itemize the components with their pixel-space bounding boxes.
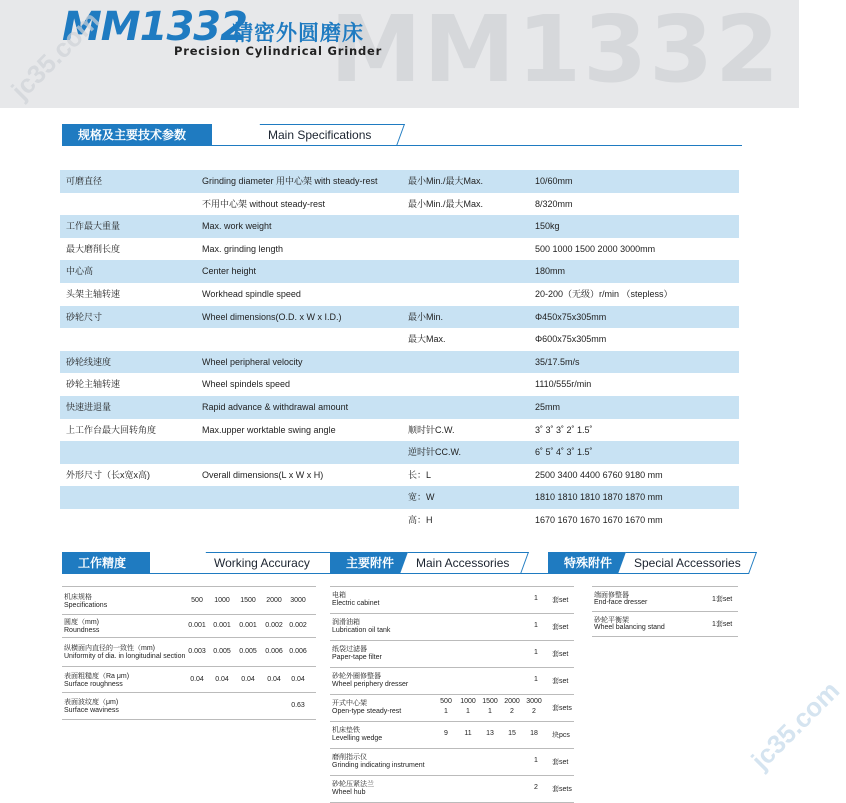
accessory-name-en: Wheel hub (332, 789, 366, 796)
spec-row (60, 419, 739, 442)
accuracy-item-en: Uniformity of dia. in longitudinal section (64, 653, 186, 660)
spec-condition: 高：H (408, 514, 433, 525)
spec-name-zh: 砂轮尺寸 (66, 311, 103, 322)
spec-name-en: Max. work weight (202, 221, 272, 232)
accessory-name-zh: 开式中心架 (332, 700, 367, 707)
special-acc-title-zh: 特殊附件 (548, 552, 632, 574)
accuracy-value: 0.005 (213, 648, 231, 655)
spec-value: 6˚ 5˚ 4˚ 3˚ 1.5˚ (535, 447, 593, 458)
special-qty: 1套set (712, 596, 733, 603)
spec-row (60, 306, 739, 329)
spec-name-en: Overall dimensions(L x W x H) (202, 469, 324, 480)
spec-name-en: Workhead spindle speed (202, 288, 301, 299)
spec-value: Φ450x75x305mm (535, 311, 607, 322)
spec-value: 180mm (535, 266, 566, 277)
accuracy-value: 500 (191, 596, 203, 604)
background-model-number: MM1332 (330, 0, 782, 103)
title-english: Precision Cylindrical Grinder (174, 44, 383, 58)
accuracy-item-zh: 表面粗糙度（Ra μm) (64, 672, 130, 680)
spec-condition: 宽：W (408, 492, 435, 503)
accessory-unit: 块pcs (552, 732, 570, 739)
section-rule (62, 145, 742, 146)
title-chinese: 精密外圆磨床 (232, 21, 364, 45)
accessory-qty: 9 (444, 730, 448, 737)
accessory-row (330, 695, 574, 722)
accessory-name-en: Grinding indicating instrument (332, 762, 425, 769)
spec-name-en: Rapid advance & withdrawal amount (202, 401, 349, 412)
spec-title-zh: 规格及主要技术参数 (62, 124, 212, 146)
spec-value: 10/60mm (535, 176, 573, 186)
accessory-qty: 1 (534, 757, 538, 764)
spec-row (60, 193, 739, 216)
accessory-qty: 1 (534, 595, 538, 602)
accuracy-row (62, 615, 316, 638)
accessory-qty: 1 (534, 649, 538, 656)
accuracy-value: 0.001 (239, 622, 257, 629)
accuracy-item-zh: 圆度（mm) (64, 619, 99, 626)
spec-name-en: Max. grinding length (202, 243, 284, 254)
spec-row (60, 509, 739, 532)
accuracy-value: 0.04 (267, 675, 281, 683)
accessory-qty: 11 (464, 730, 472, 737)
accuracy-value: 0.006 (289, 648, 307, 655)
accessory-spec: 1000 (460, 698, 476, 705)
spec-row (60, 351, 739, 374)
accessory-row (330, 586, 574, 614)
accessory-name-en: Levelling wedge (332, 735, 383, 742)
spec-title-en: Main Specifications (268, 128, 372, 142)
accessory-row (330, 776, 574, 803)
spec-name-en: Grinding diameter 用中心架 with steady-rest (202, 176, 378, 186)
main-acc-title-en-box (400, 552, 529, 574)
accessory-qty: 18 (530, 730, 538, 737)
spec-name-zh: 砂轮线速度 (66, 356, 112, 367)
spec-value: 500 1000 1500 2000 3000mm (535, 243, 656, 254)
accessory-unit: 套set (552, 759, 569, 766)
accuracy-value: 0.63 (291, 702, 305, 709)
accuracy-value: 1000 (214, 596, 230, 604)
spec-name-en: Wheel peripheral velocity (202, 356, 303, 367)
spec-condition: 最小Min./最大Max. (408, 198, 484, 209)
spec-row (60, 238, 739, 261)
header-banner (0, 0, 799, 108)
accuracy-row (62, 586, 316, 615)
spec-condition: 最大Max. (408, 334, 446, 345)
special-qty: 1套set (712, 621, 733, 628)
spec-name-zh: 外形尺寸（长x宽x高) (66, 469, 150, 480)
special-name-en: End-face dresser (594, 599, 648, 606)
main-acc-table (330, 586, 574, 803)
model-number: MM1332 (62, 4, 247, 50)
special-name-zh: 砂轮平衡架 (594, 617, 629, 624)
section-rule (62, 573, 317, 574)
accessory-unit: 套set (552, 597, 569, 604)
accuracy-item-zh: 机床规格 (64, 593, 92, 601)
spec-row (60, 396, 739, 419)
accessory-row (330, 614, 574, 641)
accuracy-item-en: Specifications (64, 601, 108, 609)
accessory-name-zh: 砂轮外圈修整器 (332, 673, 381, 680)
spec-name-zh: 砂轮主轴转速 (66, 379, 121, 390)
spec-value: 2500 3400 4400 6760 9180 mm (535, 469, 663, 480)
special-accessory-row (592, 586, 738, 612)
section-rule (330, 573, 570, 574)
accessory-qty: 2 (510, 708, 514, 715)
accuracy-row (62, 667, 316, 693)
accessory-name-zh: 磨削指示仪 (332, 754, 367, 761)
accessory-qty: 15 (508, 730, 516, 737)
special-acc-table (592, 586, 738, 637)
accessory-unit: 套set (552, 651, 569, 658)
accuracy-value: 0.04 (291, 675, 305, 683)
accuracy-value: 0.04 (215, 675, 229, 683)
spec-row (60, 464, 739, 487)
accuracy-row (62, 638, 316, 667)
watermark: jc35.com (745, 675, 846, 776)
spec-value: 8/320mm (535, 198, 573, 209)
accessory-name-en: Electric cabinet (332, 600, 380, 607)
accessory-qty: 1 (534, 622, 538, 629)
spec-condition: 顺时针C.W. (408, 424, 455, 435)
accessory-name-zh: 润滑油箱 (332, 619, 360, 626)
accessory-qty: 1 (488, 708, 492, 715)
spec-row (60, 373, 739, 396)
accuracy-table (62, 586, 316, 720)
spec-value: 1810 1810 1810 1870 1870 mm (535, 492, 663, 503)
accessory-unit: 套sets (552, 705, 572, 712)
main-acc-title-en: Main Accessories (416, 556, 510, 570)
accuracy-title-en-box (198, 552, 341, 574)
accuracy-value: 0.04 (241, 675, 255, 683)
spec-condition: 最小Min. (408, 311, 444, 322)
accuracy-item-zh: 纵横面内直径的一致性（mm) (64, 645, 155, 652)
spec-value: 1110/555r/min (535, 379, 592, 390)
spec-row (60, 486, 739, 509)
spec-name-en: 不用中心架 without steady-rest (202, 198, 326, 209)
spec-row (60, 328, 739, 351)
special-acc-title-en: Special Accessories (634, 556, 741, 570)
spec-value: 20-200（无级）r/min （stepless） (535, 288, 673, 299)
accessory-qty: 2 (532, 708, 536, 715)
accessory-spec: 1500 (482, 698, 498, 705)
accessory-qty: 1 (534, 676, 538, 683)
spec-name-zh: 快速进退量 (66, 401, 112, 412)
accuracy-value: 0.04 (190, 675, 204, 683)
accessory-name-zh: 电箱 (332, 592, 346, 599)
spec-condition: 逆时针CC.W. (408, 447, 461, 458)
accuracy-value: 1500 (240, 596, 256, 604)
main-acc-title-zh: 主要附件 (330, 552, 414, 574)
accessory-unit: 套set (552, 624, 569, 631)
accessory-name-zh: 机床垫铁 (332, 727, 360, 734)
spec-name-zh: 中心高 (66, 266, 94, 277)
accuracy-value: 0.002 (265, 622, 283, 629)
accuracy-value: 0.006 (265, 648, 283, 655)
accuracy-value: 2000 (266, 596, 282, 604)
accuracy-title-en: Working Accuracy (214, 556, 310, 570)
spec-value: Φ600x75x305mm (535, 334, 607, 345)
special-name-zh: 端面修整器 (594, 592, 629, 599)
spec-name-en: Center height (202, 266, 257, 277)
accuracy-item-en: Surface waviness (64, 707, 119, 714)
spec-condition: 长：L (408, 469, 432, 480)
spec-row (60, 260, 739, 283)
accuracy-value: 0.002 (289, 622, 307, 629)
accessory-name-zh: 纸袋过滤器 (332, 646, 367, 653)
special-accessory-row (592, 612, 738, 637)
accuracy-title-zh: 工作精度 (62, 552, 150, 574)
spec-value: 25mm (535, 401, 561, 412)
spec-name-zh: 可磨直径 (66, 176, 103, 186)
spec-name-zh: 头架主轴转速 (66, 288, 121, 299)
spec-condition: 最小Min./最大Max. (408, 176, 484, 186)
accessory-name-en: Open-type steady-rest (332, 708, 402, 715)
section-rule (548, 573, 738, 574)
accessory-name-en: Lubrication oil tank (332, 627, 391, 634)
special-acc-title-en-box (618, 552, 757, 574)
accessory-spec: 3000 (526, 698, 542, 705)
spec-value: 150kg (535, 221, 560, 232)
spec-row (60, 441, 739, 464)
accessory-qty: 13 (486, 730, 494, 737)
spec-title-en-box (252, 124, 405, 146)
spec-value: 35/17.5m/s (535, 356, 580, 367)
spec-row (60, 283, 739, 306)
spec-name-zh: 工作最大重量 (66, 221, 121, 232)
spec-name-en: Wheel dimensions(O.D. x W x I.D.) (202, 311, 342, 322)
accessory-qty: 1 (444, 708, 448, 715)
accuracy-value: 0.005 (239, 648, 257, 655)
accuracy-item-zh: 表面波纹度（μm) (64, 699, 119, 706)
spec-name-en: Max.upper worktable swing angle (202, 424, 336, 435)
spec-name-en: Wheel spindels speed (202, 379, 291, 390)
accuracy-value: 0.001 (188, 622, 206, 629)
accuracy-row (62, 693, 316, 720)
accuracy-value: 0.003 (188, 648, 206, 655)
accessory-unit: 套set (552, 678, 569, 685)
accessory-unit: 套sets (552, 786, 572, 793)
spec-value: 1670 1670 1670 1670 1670 mm (535, 514, 663, 525)
accessory-name-en: Paper-tape filter (332, 654, 382, 661)
spec-row (60, 170, 739, 193)
accessory-name-en: Wheel periphery dresser (332, 681, 409, 688)
accuracy-item-en: Surface roughness (64, 680, 123, 688)
accessory-qty: 2 (534, 784, 538, 791)
accuracy-value: 0.001 (213, 622, 231, 629)
spec-value: 3˚ 3˚ 3˚ 2˚ 1.5˚ (535, 424, 593, 435)
spec-name-zh: 最大磨削长度 (66, 243, 121, 254)
spec-name-zh: 上工作台最大回转角度 (66, 424, 157, 435)
spec-row (60, 215, 739, 238)
accessory-spec: 500 (440, 698, 452, 705)
accuracy-value: 3000 (290, 596, 306, 604)
special-name-en: Wheel balancing stand (594, 624, 665, 631)
accessory-row (330, 641, 574, 668)
accessory-spec: 2000 (504, 698, 520, 705)
accessory-qty: 1 (466, 708, 470, 715)
accessory-row (330, 749, 574, 776)
accuracy-item-en: Roundness (64, 627, 100, 634)
accessory-row (330, 722, 574, 749)
watermark: jc35.com (5, 5, 106, 106)
accessory-name-zh: 砂轮压紧法兰 (332, 781, 374, 788)
spec-table (60, 170, 739, 532)
accessory-row (330, 668, 574, 695)
